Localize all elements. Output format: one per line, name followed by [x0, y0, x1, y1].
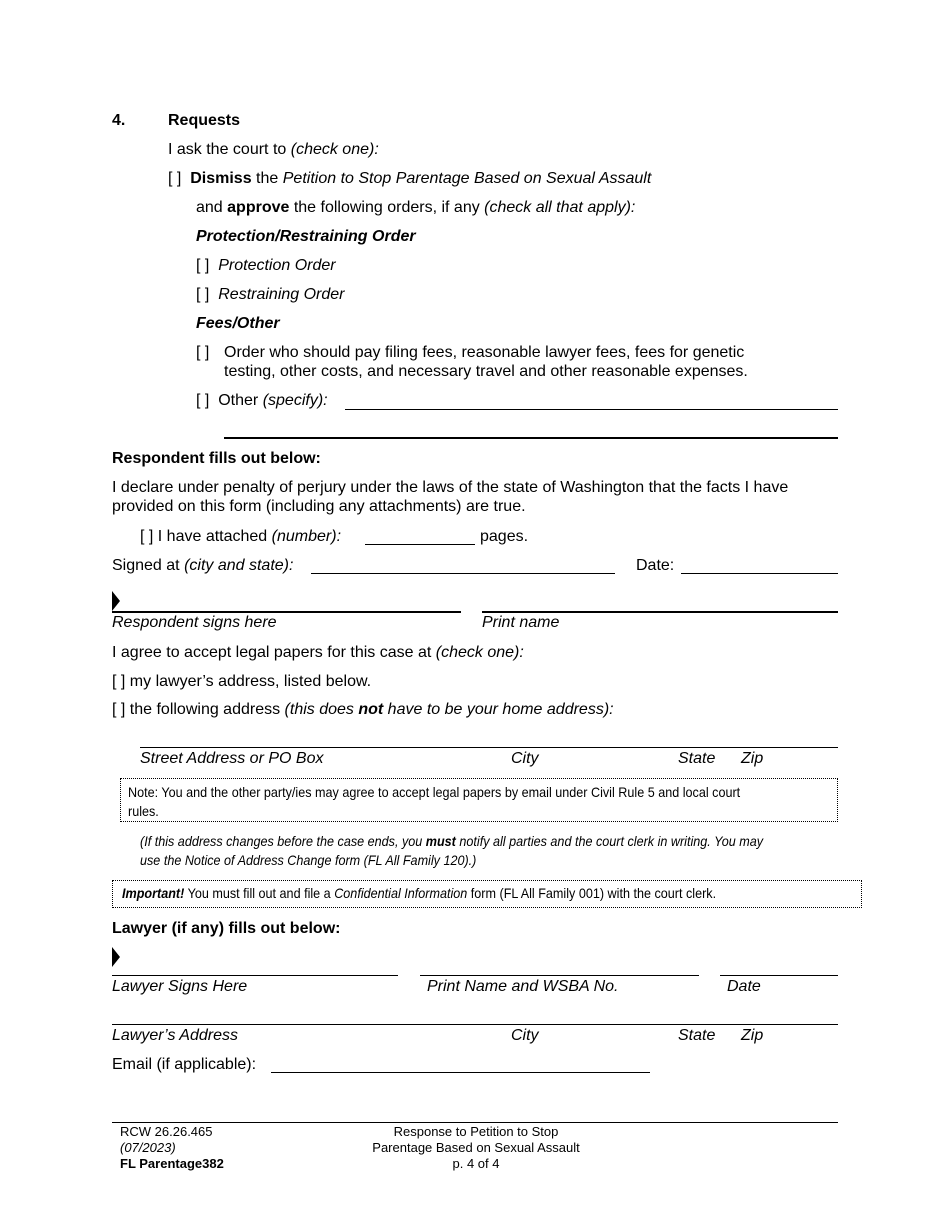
footer-title1: Response to Petition to Stop	[393, 1124, 559, 1139]
footer-center	[326, 1124, 626, 1172]
footer-rule	[112, 1122, 838, 1123]
lawyer-date: Date	[727, 978, 761, 995]
respondent-heading: Respondent fills out below:	[112, 450, 321, 467]
lawyer-address-checkbox[interactable]: [ ]	[112, 673, 126, 690]
address-line[interactable]	[140, 747, 838, 748]
lawyer-signature-arrow-icon	[112, 947, 120, 967]
approve-line: and approve the following orders, if any (check all that apply):	[196, 199, 636, 216]
intro-line: I ask the court to (check one):	[168, 141, 379, 158]
lawyer-print-name: Print Name and WSBA No.	[427, 978, 619, 995]
footer-page: p. 4 of 4	[452, 1156, 500, 1171]
signature-arrow-icon	[112, 591, 120, 611]
lawyer-date-line[interactable]	[720, 975, 838, 976]
section-number: 4.	[112, 112, 126, 129]
restraining-order-option: [ ] Restraining Order	[196, 286, 345, 303]
lawyer-city-label: City	[511, 1027, 539, 1044]
note-text: Note: You and the other party/ies may agree to accept legal papers by email under Civil Rule 5 and local court	[128, 784, 741, 800]
lawyer-signature-line[interactable]	[112, 975, 398, 976]
address-change-line2: use the Notice of Address Change form (FL All Family 120).)	[140, 852, 477, 868]
lawyer-heading: Lawyer (if any) fills out below:	[112, 920, 341, 937]
protection-heading: Protection/Restraining Order	[196, 228, 416, 245]
email-line[interactable]	[271, 1072, 650, 1073]
footer-left	[120, 1124, 224, 1172]
dismiss-option: [ ] Dismiss the Petition to Stop Parentage Based on Sexual Assault	[168, 170, 652, 187]
declaration-line1: I declare under penalty of perjury under the laws of the state of Washington that the facts I have	[112, 479, 789, 496]
important-text: Important! You must fill out and file a Confidential Information form (FL All Family 001) with the court clerk.	[122, 885, 717, 901]
lawyer-zip-label: Zip	[741, 1027, 764, 1044]
agree-line: I agree to accept legal papers for this case at (check one):	[112, 644, 524, 661]
footer-title2: Parentage Based on Sexual Assault	[372, 1140, 580, 1155]
attached-pages-line[interactable]	[365, 544, 475, 545]
respondent-print-name-line[interactable]	[482, 611, 838, 613]
respondent-print-name: Print name	[482, 614, 560, 631]
street-label: Street Address or PO Box	[140, 750, 324, 767]
lawyer-print-name-line[interactable]	[420, 975, 699, 976]
signed-at-label: Signed at (city and state):	[112, 557, 294, 574]
fees-heading: Fees/Other	[196, 315, 280, 332]
date-label: Date:	[636, 557, 675, 574]
attached-line: [ ] I have attached (number):	[140, 528, 342, 545]
lawyer-state-label: State	[678, 1027, 716, 1044]
date-line[interactable]	[681, 573, 838, 574]
footer-rcw: RCW 26.26.465	[120, 1124, 213, 1139]
protection-order-option: [ ] Protection Order	[196, 257, 336, 274]
restraining-order-checkbox[interactable]: [ ]	[196, 286, 210, 303]
dismiss-checkbox[interactable]: [ ]	[168, 170, 182, 187]
note-text-cont: rules.	[128, 803, 159, 819]
footer-date: (07/2023)	[120, 1140, 176, 1155]
email-label: Email (if applicable):	[112, 1056, 257, 1073]
signed-at-line[interactable]	[311, 573, 615, 574]
footer-form: FL Parentage382	[120, 1156, 224, 1171]
lawyer-address-line[interactable]	[112, 1024, 838, 1025]
protection-order-checkbox[interactable]: [ ]	[196, 257, 210, 274]
attached-pages-label: pages.	[480, 528, 529, 545]
fees-text-line1: Order who should pay filing fees, reasonable lawyer fees, fees for genetic	[224, 344, 745, 361]
section-title: Requests	[168, 112, 241, 129]
fees-checkbox[interactable]: [ ]	[196, 344, 210, 361]
other-specify-line-2[interactable]	[224, 437, 838, 439]
respondent-signature-line[interactable]	[112, 611, 461, 613]
option-following-address: [ ] the following address (this does not have to be your home address):	[112, 701, 614, 718]
lawyer-address-label: Lawyer’s Address	[112, 1027, 238, 1044]
lawyer-signs-here: Lawyer Signs Here	[112, 978, 248, 995]
zip-label: Zip	[741, 750, 764, 767]
respondent-signs-here: Respondent signs here	[112, 614, 277, 631]
attached-checkbox[interactable]: [ ]	[140, 528, 154, 545]
declaration-line2: provided on this form (including any attachments) are true.	[112, 498, 526, 515]
city-label: City	[511, 750, 539, 767]
other-specify-line[interactable]	[345, 409, 838, 410]
following-address-checkbox[interactable]: [ ]	[112, 701, 126, 718]
option-lawyer-address: [ ] my lawyer’s address, listed below.	[112, 673, 372, 690]
other-option: [ ] Other (specify):	[196, 392, 328, 409]
address-change-line1: (If this address changes before the case ends, you must notify all parties and the court clerk in writing. You may	[140, 833, 764, 849]
state-label: State	[678, 750, 716, 767]
other-checkbox[interactable]: [ ]	[196, 392, 210, 409]
fees-text-line2: testing, other costs, and necessary travel and other reasonable expenses.	[224, 363, 748, 380]
